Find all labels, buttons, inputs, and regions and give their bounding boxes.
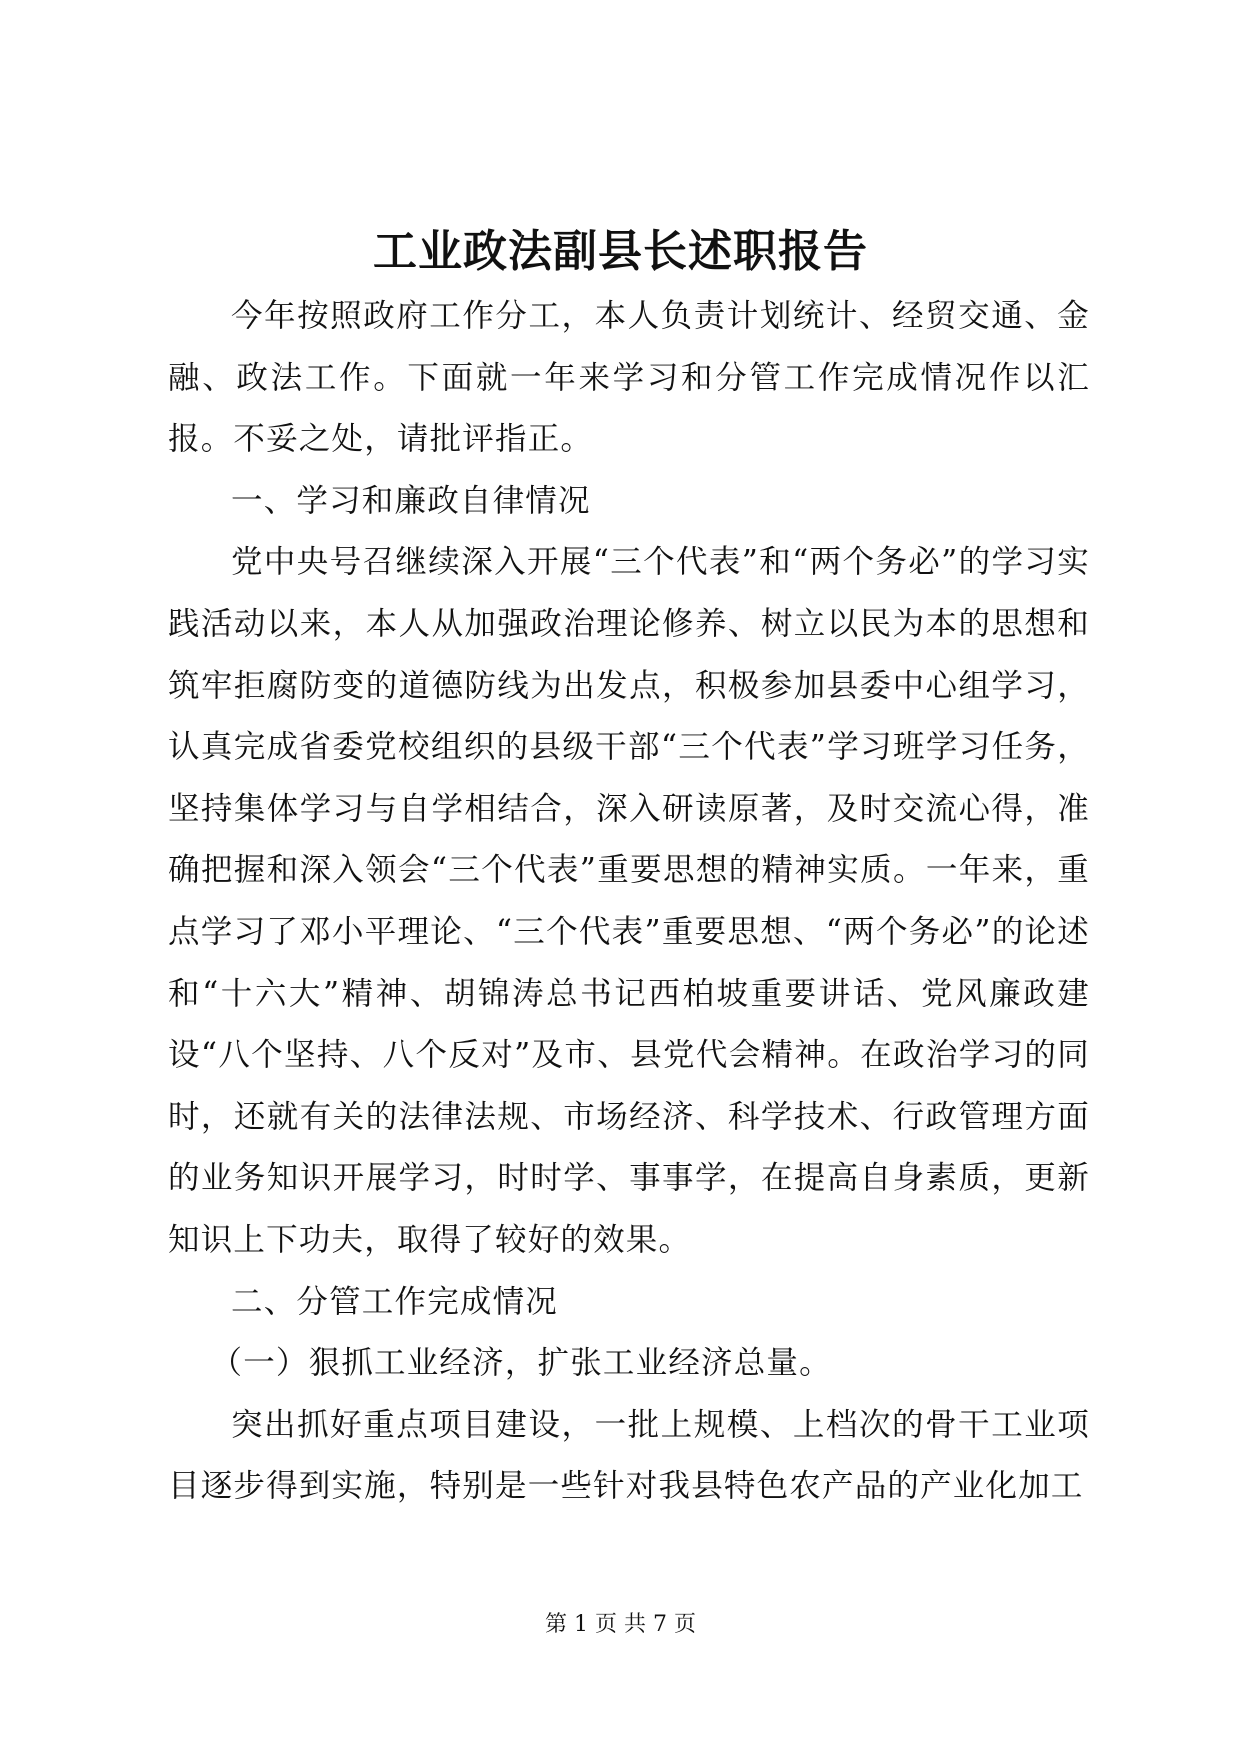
paragraph-industry: 突出抓好重点项目建设，一批上规模、上档次的骨干工业项目逐步得到实施，特别是一些针对我县特色农产品的产业化加工: [168, 1406, 1090, 1505]
section-heading-2: 二、分管工作完成情况: [231, 1283, 559, 1320]
document-title: 工业政法副县长述职报告: [373, 226, 868, 277]
paragraph-study: 党中央号召继续深入开展“三个代表”和“两个务必”的学习实践活动以来，本人从加强政治理论修养、树立以民为本的思想和筑牢拒腐防变的道德防线为出发点，积极参加县委中心组学习，认真完成省委党校组织的县级干部“三个代表”学习班学习任务，坚持集体学习与自学相结合，深入研读原著，及时交流心得，准确把握和深入领会“三个代表”重要思想的精神实质。一年来，重点学习了邓小平理论、“三个代表”重要思想、“两个务必”的论述和“十六大”精神、胡锦涛总书记西柏坡重要讲话、党风廉政建设“八个坚持、八个反对”及市、县党代会精神。在政治学习的同时，还就有关的法律法规、市场经济、科学技术、行政管理方面的业务知识开展学习，时时学、事事学，在提高自身素质，更新知识上下功夫，取得了较好的效果。: [168, 544, 1090, 1258]
paragraph-intro: 今年按照政府工作分工，本人负责计划统计、经贸交通、金融、政法工作。下面就一年来学习和分管工作完成情况作以汇报。不妥之处，请批评指正。: [168, 298, 1090, 458]
subsection-heading-1: （一）狠抓工业经济，扩张工业经济总量。: [210, 1345, 832, 1382]
document-body: [168, 286, 1090, 1518]
page-number-footer: 第 1 页 共 7 页: [545, 1612, 696, 1637]
section-heading-1: 一、学习和廉政自律情况: [231, 482, 591, 519]
